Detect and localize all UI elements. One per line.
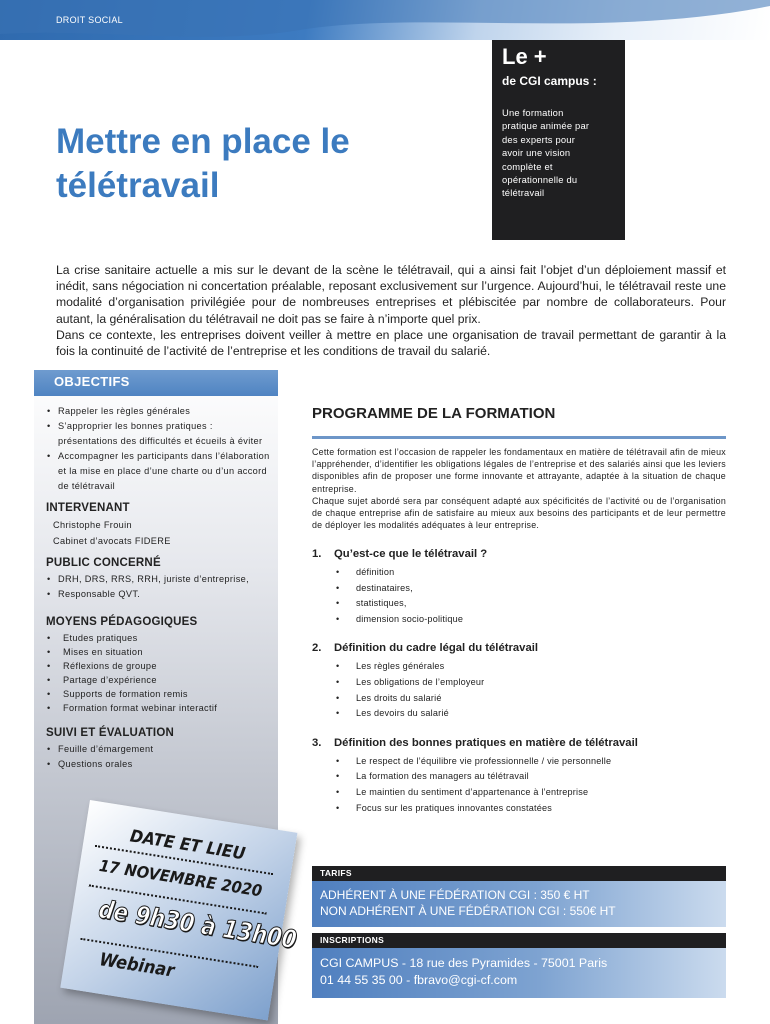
date-value: 17 NOVEMBRE 2020 (97, 855, 264, 901)
tarifs-body (312, 881, 726, 927)
moyens-list (46, 631, 272, 715)
highlight-title: Le + (502, 44, 547, 69)
programme-section (312, 642, 726, 721)
highlight-subtitle: de CGI campus : (502, 74, 597, 88)
section-list (312, 565, 726, 627)
suivi-list (46, 742, 272, 772)
list-item: • statistiques, (336, 596, 726, 612)
section-title-text: Définition des bonnes pratiques en matière de télétravail (334, 736, 638, 749)
inscriptions-header: INSCRIPTIONS (312, 933, 726, 948)
section-title (312, 737, 726, 749)
inscriptions-body (312, 948, 726, 998)
highlight-line: Une formation (502, 107, 564, 118)
objectifs-list (46, 404, 272, 494)
intervenant-title: INTERVENANT (46, 502, 130, 514)
objectifs-title: OBJECTIFS (54, 374, 130, 389)
page-title-line: télétravail (56, 166, 220, 205)
highlight-line: pratique animée par (502, 120, 590, 132)
list-item: • Réflexions de groupe (46, 659, 272, 673)
list-item: • Le maintien du sentiment d’appartenance à l’entreprise (336, 785, 726, 801)
section-title (312, 642, 726, 654)
page-title-line: Mettre en place le (56, 122, 350, 161)
list-item: • Les règles générales (336, 659, 726, 675)
list-item: • Accompagner les participants dans l’élaboration et la mise en place d’une charte ou d’un accord de télétravail (46, 449, 272, 494)
section-title-text: Définition du cadre légal du télétravail (334, 642, 539, 655)
page-title (56, 120, 476, 208)
programme-section (312, 737, 726, 816)
section-number: 3. (312, 736, 322, 749)
programme-sections (312, 548, 726, 831)
list-item: • Les obligations de l’employeur (336, 675, 726, 691)
tarifs-header: TARIFS (312, 866, 726, 881)
intro-paragraph: La crise sanitaire actuelle a mis sur le devant de la scène le télétravail, qui a ainsi fait l’objet d’un déploiement massif et inédit, sans négociation ni concertation préalable, reposant exclusivement sur l’urgence. Aujourd’hui, le télétravail reste une modalité d’organisation privilégiée pour de nombreuses entreprises et plébiscitée par nombre de collaborateurs. Pour autant, la généralisation du télétravail ne doit pas se faire à n’importe quel prix. (56, 263, 726, 326)
date-block (65, 815, 299, 1024)
section-number: 2. (312, 642, 322, 655)
list-item: • définition (336, 565, 726, 581)
list-item: • La formation des managers au télétravail (336, 769, 726, 785)
intervenant-firm: Cabinet d’avocats FIDERE (53, 536, 171, 546)
list-item: • dimension socio-politique (336, 612, 726, 628)
list-item: • Responsable QVT. (46, 587, 272, 602)
list-item: • Etudes pratiques (46, 631, 272, 645)
inscriptions-address: CGI CAMPUS - 18 rue des Pyramides - 75001 Paris (320, 956, 608, 970)
highlight-line: avoir une vision (502, 147, 571, 159)
date-label: DATE ET LIEU (128, 826, 247, 865)
highlight-line: complète et (502, 160, 553, 172)
public-list (46, 572, 272, 602)
list-item: • Feuille d’émargement (46, 742, 272, 757)
section-title-text: Qu’est-ce que le télétravail ? (334, 548, 488, 560)
place-value: Webinar (97, 949, 176, 982)
list-item: • destinataires, (336, 581, 726, 597)
programme-divider (312, 436, 726, 439)
list-item: • Partage d’expérience (46, 673, 272, 687)
highlight-box (492, 40, 625, 240)
programme-section (312, 548, 726, 627)
left-content (46, 404, 272, 772)
intro-text (56, 262, 726, 359)
list-item: • S’approprier les bonnes pratiques : présentations des difficultés et écueils à éviter (46, 419, 272, 449)
section-title (312, 548, 726, 560)
section-number: 1. (312, 548, 322, 560)
highlight-line: opérationnelle du (502, 174, 578, 186)
list-item: • Supports de formation remis (46, 687, 272, 701)
tarif-member: ADHÉRENT À UNE FÉDÉRATION CGI : 350 € HT (320, 888, 590, 902)
moyens-title: MOYENS PÉDAGOGIQUES (46, 616, 198, 628)
highlight-line: des experts pour (502, 133, 576, 145)
list-item: • Mises en situation (46, 645, 272, 659)
programme-paragraph: Chaque sujet abordé sera par conséquent adapté aux spécificités de l’activité ou de l’organisation de chaque entreprise afin de satisfaire au mieux aux besoins des participants et de leur permettre de déployer les modalités adéquates à leur entreprise. (312, 495, 726, 531)
time-value: de 9h30 à 13h00 (96, 894, 299, 955)
list-item: • Les devoirs du salarié (336, 706, 726, 722)
programme-title: PROGRAMME DE LA FORMATION (312, 405, 556, 422)
suivi-title: SUIVI ET ÉVALUATION (46, 727, 174, 739)
intro-paragraph: Dans ce contexte, les entreprises doivent veiller à mettre en place une organisation de travail permettant de garantir à la fois la continuité de l’activité de l’entreprise et les conditions de travail du salarié. (56, 327, 726, 359)
list-item: • Le respect de l’équilibre vie professionnelle / vie personnelle (336, 754, 726, 770)
programme-intro (312, 446, 726, 531)
tarif-non-member: NON ADHÉRENT À UNE FÉDÉRATION CGI : 550€ HT (320, 904, 616, 918)
programme-paragraph: Cette formation est l’occasion de rappeler les fondamentaux en matière de télétravail afin de mieux l’appréhender, d’identifier les obligations légales de l’entreprise et des salariés ainsi que les leviers disponibles afin de proposer une forme innovante et attrayante, adaptée à la situation de chaque entreprise. (312, 447, 726, 494)
section-tag: DROIT SOCIAL (56, 15, 123, 25)
list-item: • Les droits du salarié (336, 691, 726, 707)
highlight-text (502, 106, 615, 200)
section-list (312, 659, 726, 721)
list-item: • Rappeler les règles générales (46, 404, 272, 419)
inscriptions-contact: 01 44 55 35 00 - fbravo@cgi-cf.com (320, 973, 518, 987)
list-item: • Formation format webinar interactif (46, 701, 272, 715)
list-item: • Questions orales (46, 757, 272, 772)
list-item: • Focus sur les pratiques innovantes constatées (336, 801, 726, 817)
intervenant-name: Christophe Frouin (53, 520, 132, 530)
list-item: • DRH, DRS, RRS, RRH, juriste d’entreprise, (46, 572, 272, 587)
public-title: PUBLIC CONCERNÉ (46, 557, 161, 569)
section-list (312, 754, 726, 816)
highlight-line: télétravail (502, 187, 545, 199)
